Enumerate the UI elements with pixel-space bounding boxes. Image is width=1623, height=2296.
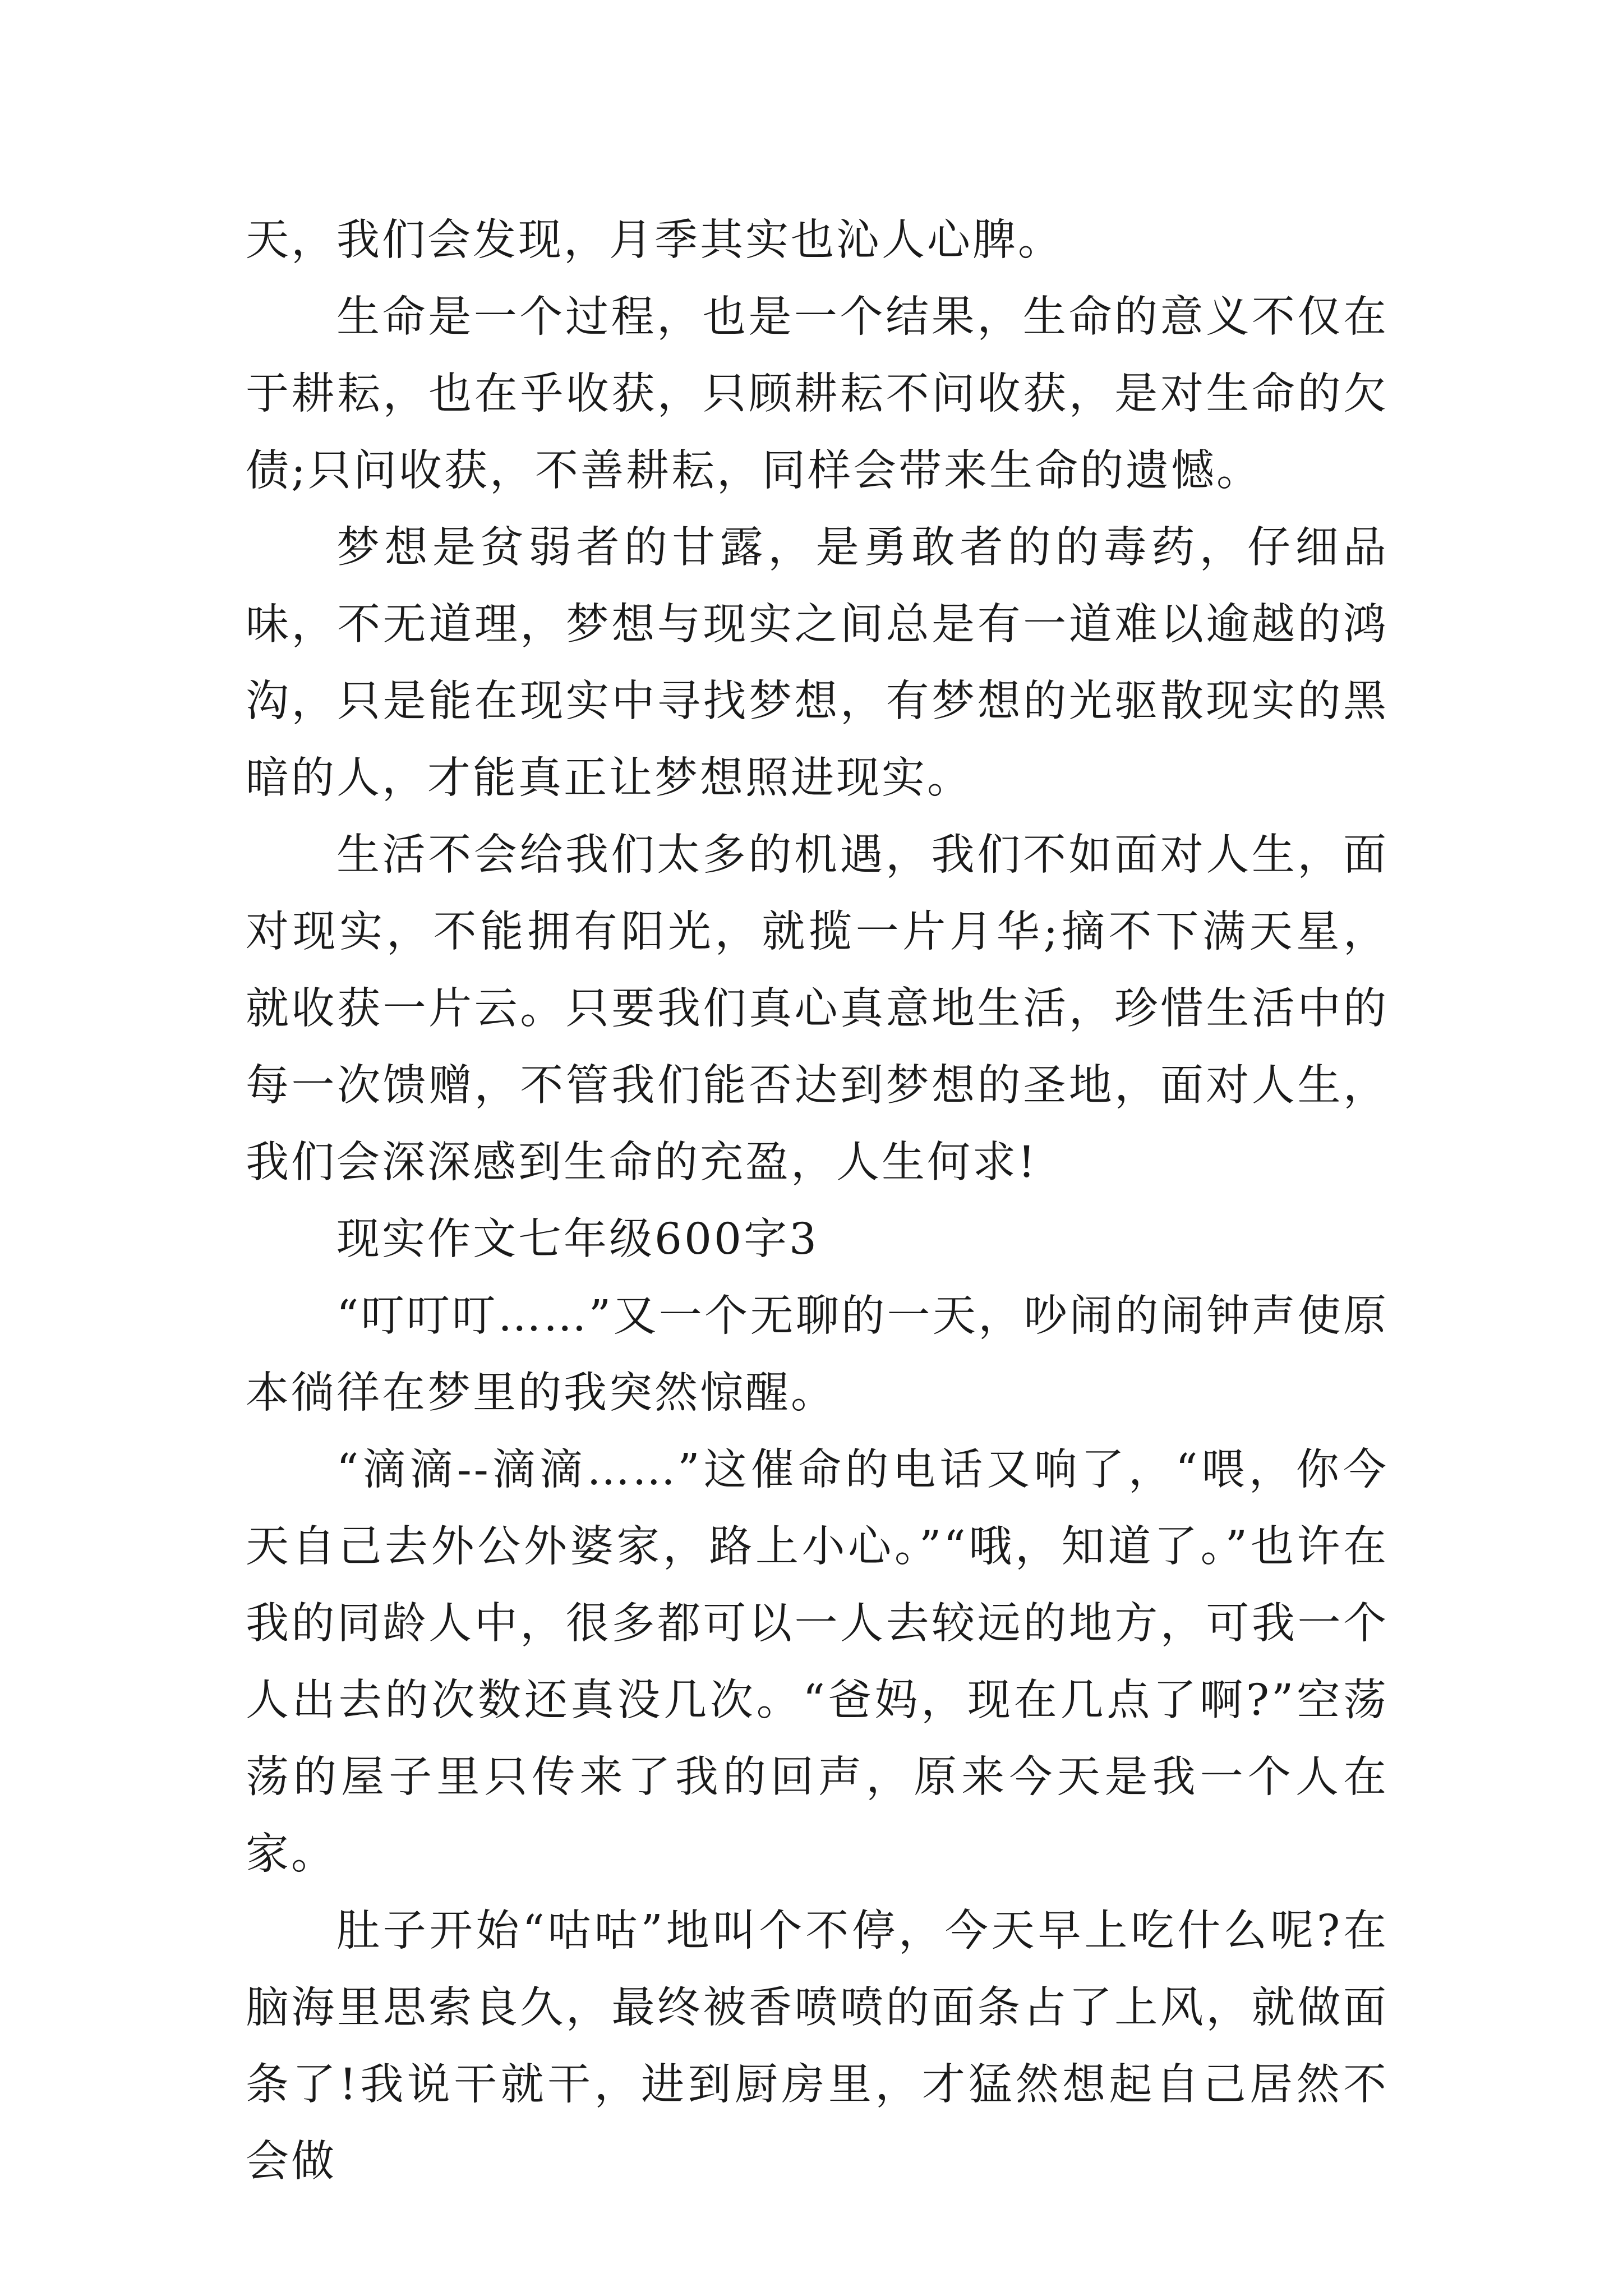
paragraph: 肚子开始“咕咕”地叫个不停，今天早上吃什么呢?在脑海里思索良久，最终被香喷喷的面条占了上风，就做面条了!我说干就干，进到厨房里，才猛然想起自己居然不会做 [246,1906,1389,2187]
paragraph: “滴滴--滴滴……”这催命的电话又响了，“喂，你今天自己去外公外婆家，路上小心。”“哦，知道了。”也许在我的同龄人中，很多都可以一人去较远的地方，可我一个人出去的次数还真没几次。“爸妈，现在几点了啊?”空荡荡的屋子里只传来了我的回声，原来今天是我一个人在家。 [246,1445,1389,1879]
article-body [246,202,1389,2200]
paragraph: “叮叮叮……”又一个无聊的一天，吵闹的闹钟声使原本徜徉在梦里的我突然惊醒。 [246,1291,1389,1418]
paragraph: 生命是一个过程，也是一个结果，生命的意义不仅在于耕耘，也在乎收获，只顾耕耘不问收获，是对生命的欠债;只问收获，不善耕耘，同样会带来生命的遗憾。 [246,292,1389,496]
paragraph: 梦想是贫弱者的甘露，是勇敢者的的毒药，仔细品味，不无道理，梦想与现实之间总是有一道难以逾越的鸿沟，只是能在现实中寻找梦想，有梦想的光驱散现实的黑暗的人，才能真正让梦想照进现实。 [246,523,1389,803]
paragraph-continuation: 天，我们会发现，月季其实也沁人心脾。 [246,215,1063,265]
paragraph: 生活不会给我们太多的机遇，我们不如面对人生，面对现实，不能拥有阳光，就揽一片月华;摘不下满天星，就收获一片云。只要我们真心真意地生活，珍惜生活中的每一次馈赠，不管我们能否达到梦想的圣地，面对人生，我们会深深感到生命的充盈，人生何求! [246,830,1389,1188]
section-heading: 现实作文七年级600字3 [336,1214,819,1264]
